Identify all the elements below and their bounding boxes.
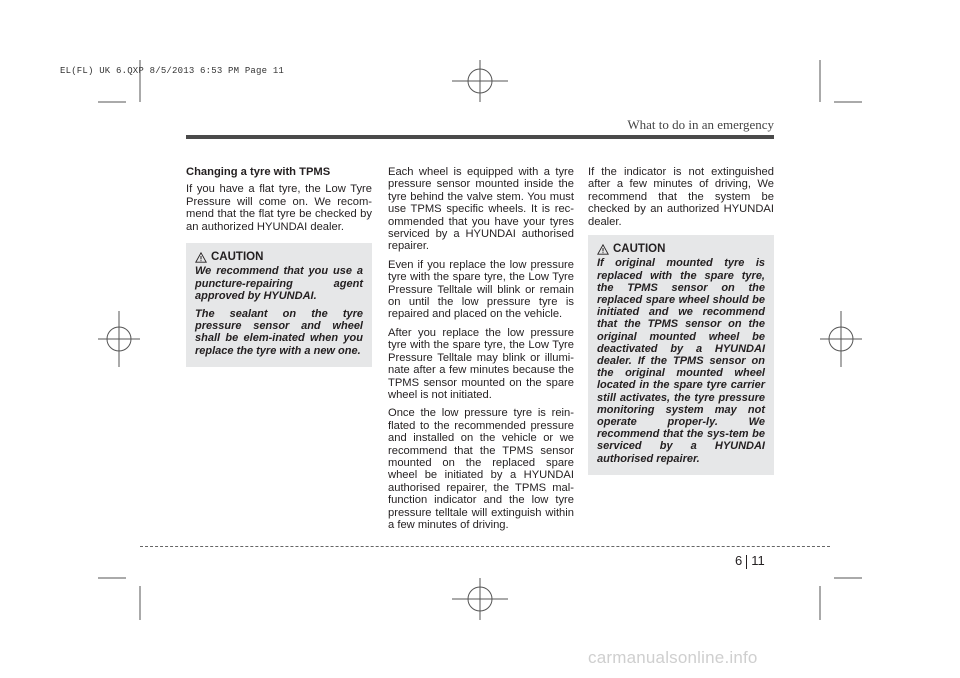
registration-mark-top (452, 60, 508, 102)
caution-title (195, 251, 363, 263)
registration-mark-right (820, 311, 862, 367)
right-column (588, 166, 774, 234)
body-paragraph: If the indicator is not extinguished after a few minutes of driving, We recommend that the system be checked by an authorized HYUNDAI dealer. (588, 166, 774, 228)
body-paragraph: Even if you replace the low pressure tyre with the spare tyre, the Low Tyre Pressure Telltale will blink or remain on until the low pressure tyre is repaired and placed on the vehicle. (388, 258, 574, 321)
page-number-divider (746, 555, 747, 569)
caution-box-left (186, 243, 372, 367)
registration-mark-left (98, 311, 140, 367)
page-number-value: 11 (751, 553, 765, 568)
section-heading: Changing a tyre with TPMS (186, 166, 331, 178)
caution-title (597, 243, 765, 255)
caution-box-right (588, 235, 774, 475)
print-slug: EL(FL) UK 6.QXP 8/5/2013 6:53 PM Page 11 (60, 66, 285, 76)
watermark: carmanualsonline.info (588, 648, 758, 667)
middle-column (388, 166, 574, 537)
registration-mark-bottom (452, 578, 508, 620)
warning-triangle-icon (597, 244, 609, 255)
header-rule (186, 135, 774, 139)
caution-text: We recommend that you use a puncture-repairing agent approved by HYUNDAI. (195, 265, 363, 302)
caution-text: If original mounted tyre is replaced with the spare tyre, the TPMS sensor on the replaced spare wheel should be initiated and we recommend that the TPMS sensor on the original mounted wheel be deactivated by a HYUNDAI dealer. If the TPMS sensor on the original mounted wheel located in the spare tyre carrier still activates, the tyre pressure monitoring system may not operate proper-ly. We recommend that the sys-tem be serviced by a HYUNDAI authorised repairer. (597, 257, 765, 465)
body-paragraph: Each wheel is equipped with a tyre pressure sensor mounted inside the tyre behind the valve stem. You must use TPMS specific wheels. It is rec-ommended that you have your tyres serviced by a HYUNDAI authorised repairer. (388, 166, 574, 253)
chapter-number: 6 (735, 553, 743, 568)
body-paragraph: After you replace the low pressure tyre with the spare tyre, the Low Tyre Pressure Telltale may blink or illumi-nate after a few minutes because the TPMS sensor mounted on the spare wheel is not initiated. (388, 326, 574, 401)
section-title: What to do in an emergency (627, 117, 774, 132)
warning-triangle-icon (195, 252, 207, 263)
body-paragraph: If you have a flat tyre, the Low Tyre Pressure will come on. We recom-mend that the flat tyre be checked by an authorized HYUNDAI dealer. (186, 183, 372, 233)
page-number (735, 553, 765, 569)
left-column (186, 166, 372, 239)
body-paragraph: Once the low pressure tyre is rein-flated to the recommended pressure and installed on the vehicle or we recommend that the TPMS sensor mounted on the replaced spare wheel be initiated by a HYUNDAI authorised repairer, the TPMS mal-function indicator and the low tyre pressure telltale will extinguish within a few minutes of driving. (388, 407, 574, 531)
footer-rule (140, 546, 830, 547)
caution-text: The sealant on the tyre pressure sensor and wheel shall be elem-inated when you replace the tyre with a new one. (195, 308, 363, 357)
caution-title-text: CAUTION (613, 243, 666, 255)
caution-title-text: CAUTION (211, 251, 264, 263)
